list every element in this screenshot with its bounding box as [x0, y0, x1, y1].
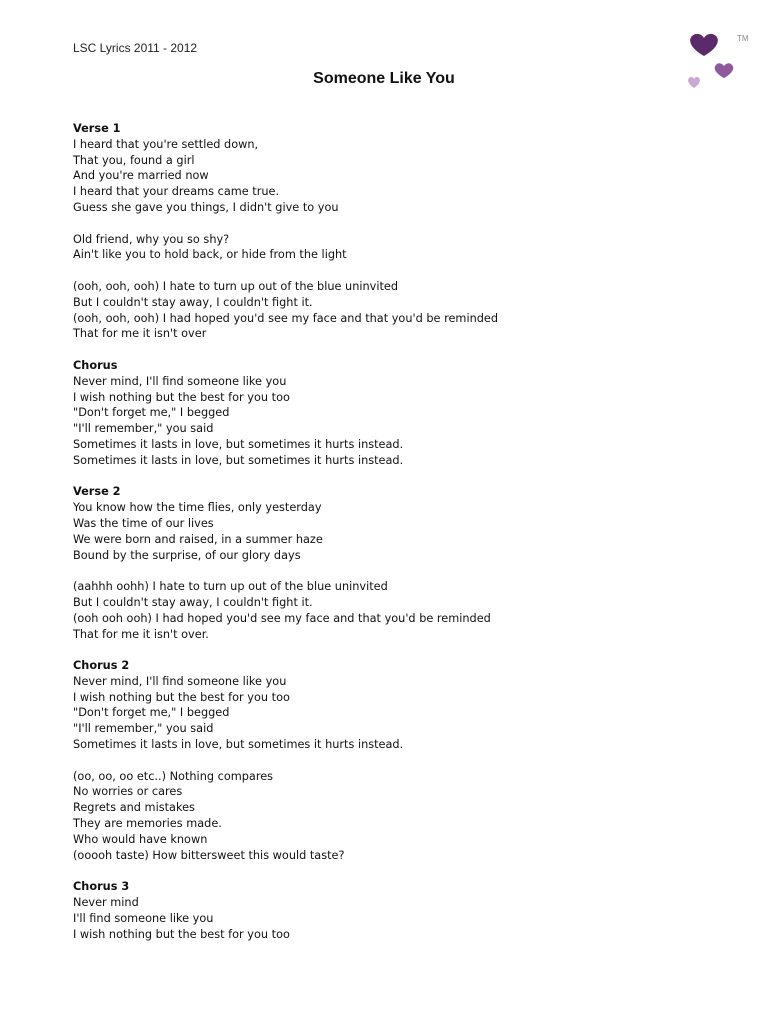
lyric-line: Old friend, why you so shy?	[73, 232, 230, 246]
lyric-line: You know how the time flies, only yesterday	[73, 501, 322, 515]
lyric-line: "Don't forget me," I begged	[73, 406, 230, 420]
lyric-line: Was the time of our lives	[73, 516, 214, 530]
lyric-line: Regrets and mistakes	[73, 801, 195, 815]
section-heading: Chorus 2	[73, 659, 130, 673]
lyric-line: (ooh, ooh, ooh) I had hoped you'd see my face and that you'd be reminded	[73, 311, 499, 325]
lyric-line: We were born and raised, in a summer haze	[73, 532, 323, 546]
lyric-line: (oo, oo, oo etc..) Nothing compares	[73, 769, 274, 783]
section-heading: Verse 1	[73, 122, 121, 135]
lyric-line: "I'll remember," you said	[73, 422, 214, 436]
lyric-line: I'll find someone like you	[73, 911, 214, 925]
lyrics-section	[73, 879, 713, 942]
lyric-line: (ooooh taste) How bittersweet this would taste?	[73, 848, 345, 862]
lyric-line: That for me it isn't over.	[73, 627, 209, 641]
lyric-line: I heard that you're settled down,	[73, 137, 259, 151]
section-heading: Chorus	[73, 358, 118, 372]
lyric-line: Never mind	[73, 896, 139, 910]
lyrics-section	[73, 769, 713, 864]
lyric-line: Sometimes it lasts in love, but sometimes it hurts instead.	[73, 453, 404, 467]
lyrics-section	[73, 232, 713, 264]
lyric-line: Bound by the surprise, of our glory days	[73, 548, 301, 562]
lyrics-section	[73, 279, 713, 342]
lyrics-body	[73, 121, 713, 958]
lyric-line: I heard that your dreams came true.	[73, 185, 280, 199]
lyric-line: Sometimes it lasts in love, but sometimes it hurts instead.	[73, 437, 404, 451]
lyric-line: Who would have known	[73, 832, 208, 846]
lyric-line: Ain't like you to hold back, or hide from the light	[73, 248, 347, 262]
large-heart-icon	[690, 34, 718, 56]
lyric-line: And you're married now	[73, 169, 209, 183]
trademark-label: TM	[737, 34, 749, 43]
lyrics-section	[73, 484, 713, 563]
section-heading: Chorus 3	[73, 880, 130, 894]
lyric-line: They are memories made.	[73, 817, 222, 831]
lyric-line: (ooh ooh ooh) I had hoped you'd see my face and that you'd be reminded	[73, 611, 491, 625]
lyrics-section	[73, 579, 713, 642]
lyric-line: (ooh, ooh, ooh) I hate to turn up out of the blue uninvited	[73, 279, 399, 293]
lyrics-section	[73, 658, 713, 753]
lyric-line: Sometimes it lasts in love, but sometimes it hurts instead.	[73, 738, 404, 752]
medium-heart-icon	[715, 63, 734, 78]
lyric-line: "Don't forget me," I begged	[73, 706, 230, 720]
lyric-line: (aahhh oohh) I hate to turn up out of the blue uninvited	[73, 580, 388, 594]
small-heart-icon	[688, 77, 700, 88]
lyric-line: Never mind, I'll find someone like you	[73, 374, 287, 388]
lyric-line: That for me it isn't over	[73, 327, 207, 341]
lyrics-section	[73, 358, 713, 469]
lyric-line: I wish nothing but the best for you too	[73, 927, 290, 941]
header-label: LSC Lyrics 2011 - 2012	[73, 41, 198, 55]
lyric-line: "I'll remember," you said	[73, 722, 214, 736]
lyric-line: But I couldn't stay away, I couldn't fight it.	[73, 295, 313, 309]
lyric-line: No worries or cares	[73, 785, 183, 799]
lyric-line: That you, found a girl	[73, 153, 195, 167]
lyric-line: I wish nothing but the best for you too	[73, 390, 290, 404]
section-heading: Verse 2	[73, 485, 121, 499]
lyric-line: But I couldn't stay away, I couldn't fight it.	[73, 595, 313, 609]
page-title: Someone Like You	[313, 70, 455, 87]
lyric-line: Never mind, I'll find someone like you	[73, 674, 287, 688]
lyric-line: I wish nothing but the best for you too	[73, 690, 290, 704]
lyrics-section	[73, 121, 713, 216]
lyric-line: Guess she gave you things, I didn't give to you	[73, 200, 339, 214]
